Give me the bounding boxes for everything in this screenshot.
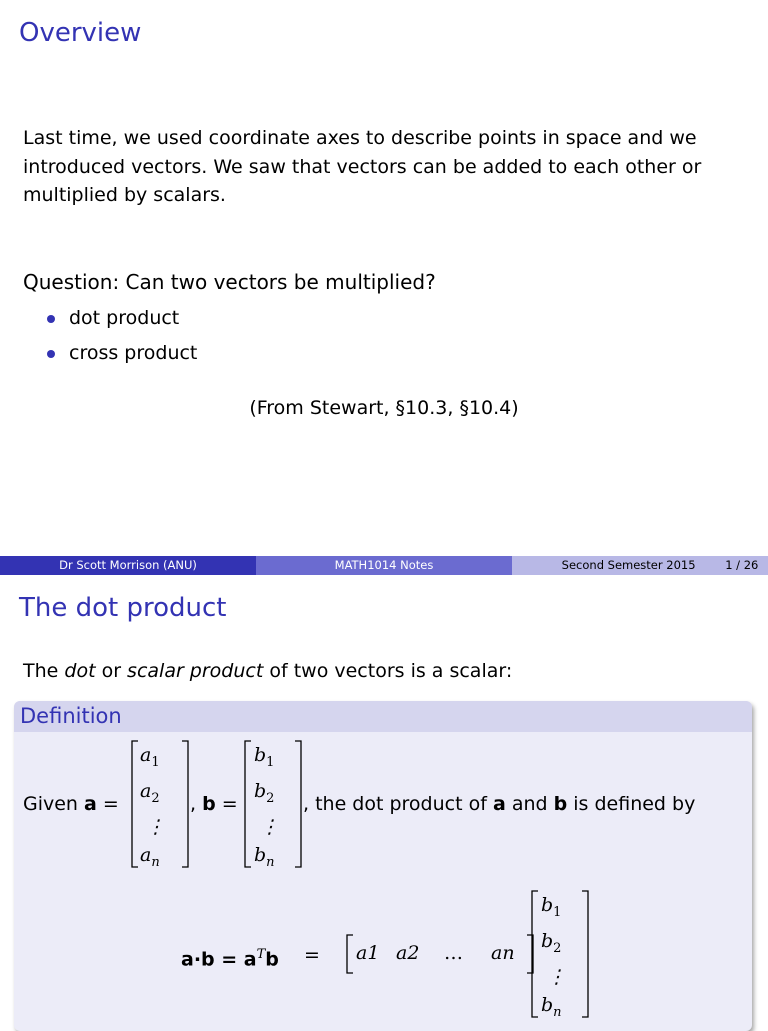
intro-scalar: scalar product (127, 660, 264, 682)
footer-author: Dr Scott Morrison (ANU) (0, 556, 256, 575)
row-entry-1: a1 (356, 942, 380, 964)
fb-entry-2: $b_2$ (541, 929, 562, 956)
comma-b-label (190, 790, 238, 819)
row-entry-2: a2 (396, 942, 420, 964)
formula-lhs: $a\cdot b = a^Tb$ (181, 947, 279, 971)
formula-b: b (265, 948, 279, 971)
transpose-symbol: T (256, 947, 266, 962)
definition-text (303, 790, 695, 819)
intro-dot: dot (64, 660, 96, 682)
def-a-symbol: a (492, 793, 506, 815)
question-text: Question: Can two vectors be multiplied? (23, 270, 436, 294)
definition-block (14, 701, 752, 1031)
row-entry-dots: … (444, 942, 463, 964)
fb-entry-1: $b_1$ (541, 894, 562, 920)
slide2-intro (23, 657, 512, 686)
slide1-title: Overview (19, 18, 142, 48)
a-entry-1: $a_1$ (140, 744, 160, 770)
footer-bar (0, 556, 768, 575)
equals-sign: = (96, 793, 119, 815)
def-and: and (505, 793, 554, 815)
b-entry-vdots: ⋮ (260, 815, 279, 838)
reference-text: (From Stewart, §10.3, §10.4) (249, 397, 519, 419)
vector-a-symbol: a (84, 793, 97, 815)
fb-entry-n: $b_n$ (541, 993, 562, 1020)
b-entry-1: $b_1$ (254, 744, 275, 770)
b-entry-2: $b_2$ (254, 779, 275, 806)
footer-semester: Second Semester 2015 (561, 558, 696, 572)
intro-part2: or (95, 660, 128, 682)
formula-column-vector-b (541, 891, 581, 1026)
column-vector-b (254, 741, 294, 876)
column-vector-a (140, 741, 180, 876)
bullet-item-cross-product: cross product (69, 342, 198, 364)
row-entry-n: an (491, 942, 515, 964)
paragraph-line-3: multiplied by scalars. (23, 184, 226, 206)
formula-equals: = (304, 944, 320, 966)
bullet-item-dot-product: dot product (69, 307, 180, 329)
b-entry-n: $b_n$ (254, 843, 275, 870)
paragraph-line-2: introduced vectors. We saw that vectors can be added to each other or (23, 155, 702, 178)
given-text: Given (23, 793, 85, 815)
intro-part1: The (23, 660, 65, 682)
bullet-dot-icon (47, 315, 55, 323)
comma: , (190, 793, 203, 815)
footer-page-number: 1 / 26 (725, 558, 759, 572)
def-text-2: is defined by (567, 793, 696, 815)
slide2-title: The dot product (19, 593, 227, 623)
a-entry-vdots: ⋮ (146, 815, 165, 838)
intro-part3: of two vectors is a scalar: (263, 660, 513, 682)
def-text-1: , the dot product of (303, 793, 493, 815)
a-entry-n: $a_n$ (140, 843, 160, 870)
slide1-paragraph (23, 124, 743, 210)
a-entry-2: $a_2$ (140, 779, 160, 806)
vector-b-symbol: b (202, 793, 216, 815)
footer-semester-page (512, 556, 768, 575)
bullet-dot-icon (47, 350, 55, 358)
footer-course: MATH1014 Notes (256, 556, 512, 575)
definition-header: Definition (14, 701, 752, 732)
def-b-symbol: b (553, 793, 568, 815)
equals-sign-b: = (215, 793, 238, 815)
given-label (23, 790, 119, 819)
paragraph-line-1: Last time, we used coordinate axes to describe points in space and we (23, 127, 697, 149)
fb-entry-vdots: ⋮ (547, 965, 566, 988)
